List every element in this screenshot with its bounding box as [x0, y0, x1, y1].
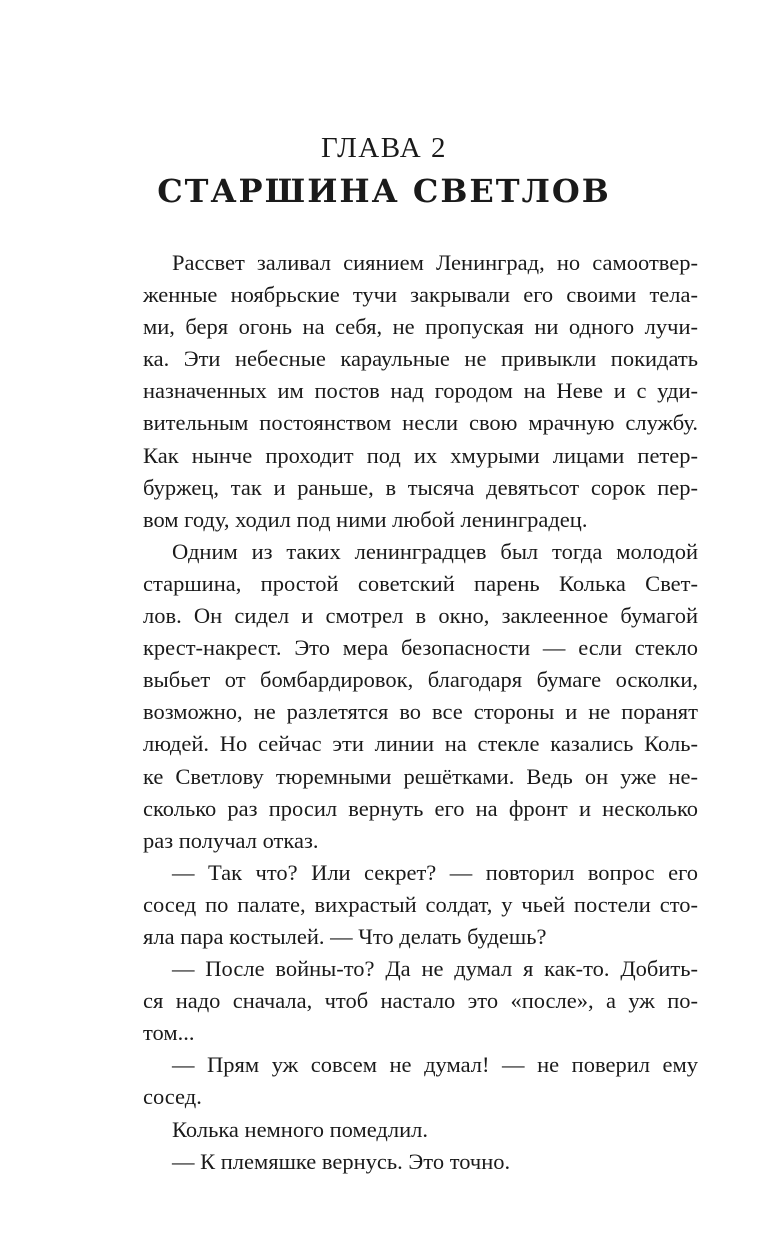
text-line: буржец, так и раньше, в тысяча девятьсот сорок пер-	[143, 474, 698, 500]
text-line: лов. Он сидел и смотрел в окно, заклеенное бумагой	[143, 603, 698, 629]
text-line: том...	[143, 1020, 195, 1046]
text-line: — Так что? Или секрет? — повторил вопрос его	[172, 859, 698, 885]
text-line: Одним из таких ленинградцев был тогда молодой	[172, 538, 698, 564]
text-line: — После войны-то? Да не думал я как-то. Добить-	[172, 956, 698, 982]
text-line: вом году, ходил под ними любой ленинградец.	[143, 506, 588, 532]
text-line: назначенных им постов над городом на Неве и с уди-	[143, 378, 698, 404]
text-line: ми, беря огонь на себя, не пропуская ни одного лучи-	[143, 314, 698, 340]
text-line: женные ноябрьские тучи закрывали его своими тела-	[143, 282, 698, 308]
chapter-number: ГЛАВА 2	[321, 132, 447, 164]
text-line: вительным постоянством несли свою мрачную службу.	[143, 410, 698, 436]
text-line: сосед.	[143, 1084, 202, 1110]
text-line: старшина, простой советский парень Колька Свет-	[143, 570, 698, 596]
chapter-title: СТАРШИНА СВЕТЛОВ	[157, 172, 611, 210]
text-line: выбьет от бомбардировок, благодаря бумаге осколки,	[143, 667, 698, 693]
text-line: сколько раз просил вернуть его на фронт и несколько	[143, 795, 698, 821]
text-line: возможно, не разлетятся во все стороны и не поранят	[143, 699, 698, 725]
text-line: людей. Но сейчас эти линии на стекле казались Коль-	[143, 731, 698, 757]
text-line: ся надо сначала, чтоб настало это «после», а уж по-	[143, 988, 698, 1014]
text-line: сосед по палате, вихрастый солдат, у чьей постели сто-	[143, 891, 698, 917]
text-line: ке Светлову тюремными решётками. Ведь он уже не-	[143, 763, 698, 789]
text-line: ка. Эти небесные караульные не привыкли покидать	[143, 346, 698, 372]
body-text	[143, 247, 698, 1178]
text-line: — К племяшке вернусь. Это точно.	[172, 1148, 511, 1174]
text-line: раз получал отказ.	[143, 827, 319, 853]
text-line: Как нынче проходит под их хмурыми лицами петер-	[143, 442, 698, 468]
text-line: Рассвет заливал сиянием Ленинград, но самоотвер-	[172, 250, 698, 275]
text-line: Колька немного помедлил.	[172, 1116, 428, 1142]
text-line: яла пара костылей. — Что делать будешь?	[143, 923, 547, 949]
text-line: — Прям уж совсем не думал! — не поверил ему	[172, 1052, 698, 1078]
text-line: крест-накрест. Это мера безопасности — если стекло	[143, 635, 698, 661]
